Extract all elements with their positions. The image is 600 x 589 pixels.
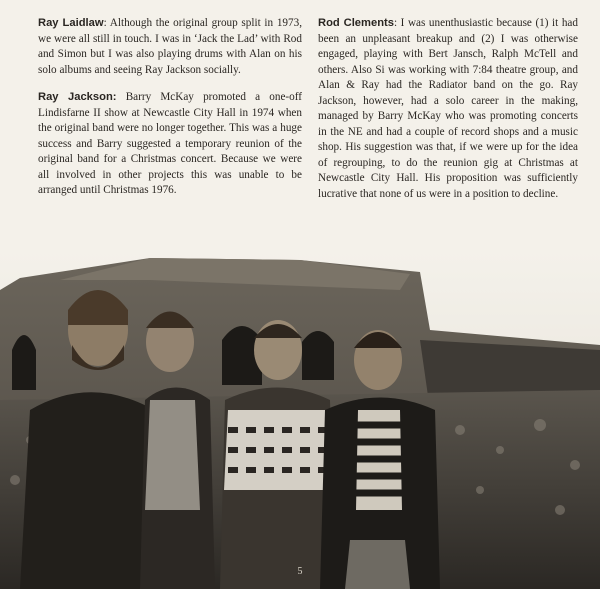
left-column <box>38 16 302 211</box>
speaker-name: Rod Clements <box>318 17 394 29</box>
paragraph-rod-clements <box>318 16 578 202</box>
paragraph-ray-jackson <box>38 90 302 199</box>
page-number: 5 <box>297 566 303 577</box>
speaker-name: Ray Laidlaw <box>38 17 104 29</box>
right-column <box>318 16 578 214</box>
paragraph-text: : I was unenthusiastic because (1) it had been an unpleasant breakup and (2) I was otherwise engaged, playing with Bert Jansch, Ralph McTell and others. Also Si was working with 7:84 theatre group, and Alan & Ray had the Radiator band on the go. Ray Jackson, however, had a solo career in the making, managed by Barry McKay who was promoting concerts in the NE and had a couple of record shops and a music shop. His suggestion was that, if we were up for the idea of regrouping, to do the reunion gig at Christmas at Newcastle City Hall. His proposition was sufficiently lucrative that none of us were in a position to decline. <box>318 17 578 200</box>
paragraph-ray-laidlaw <box>38 16 302 78</box>
paragraph-text: : Although the original group split in 1973, we were all still in touch. I was in ‘Jack the Lad’ with Rod and Simon but I was also playing drums with Alan on his solo albums and seeing Ray Jackson socially. <box>38 17 302 76</box>
band-photo <box>0 250 600 589</box>
speaker-name: Ray Jackson: <box>38 91 117 103</box>
paragraph-text: Barry McKay promoted a one-off Lindisfarne II show at Newcastle City Hall in 1974 when the original band were no longer together. This was a huge success and Barry suggested a temporary reunion of the original band for a Christmas concert. Because we were all involved in other projects this was unable to be arranged until Christmas 1976. <box>38 91 302 196</box>
